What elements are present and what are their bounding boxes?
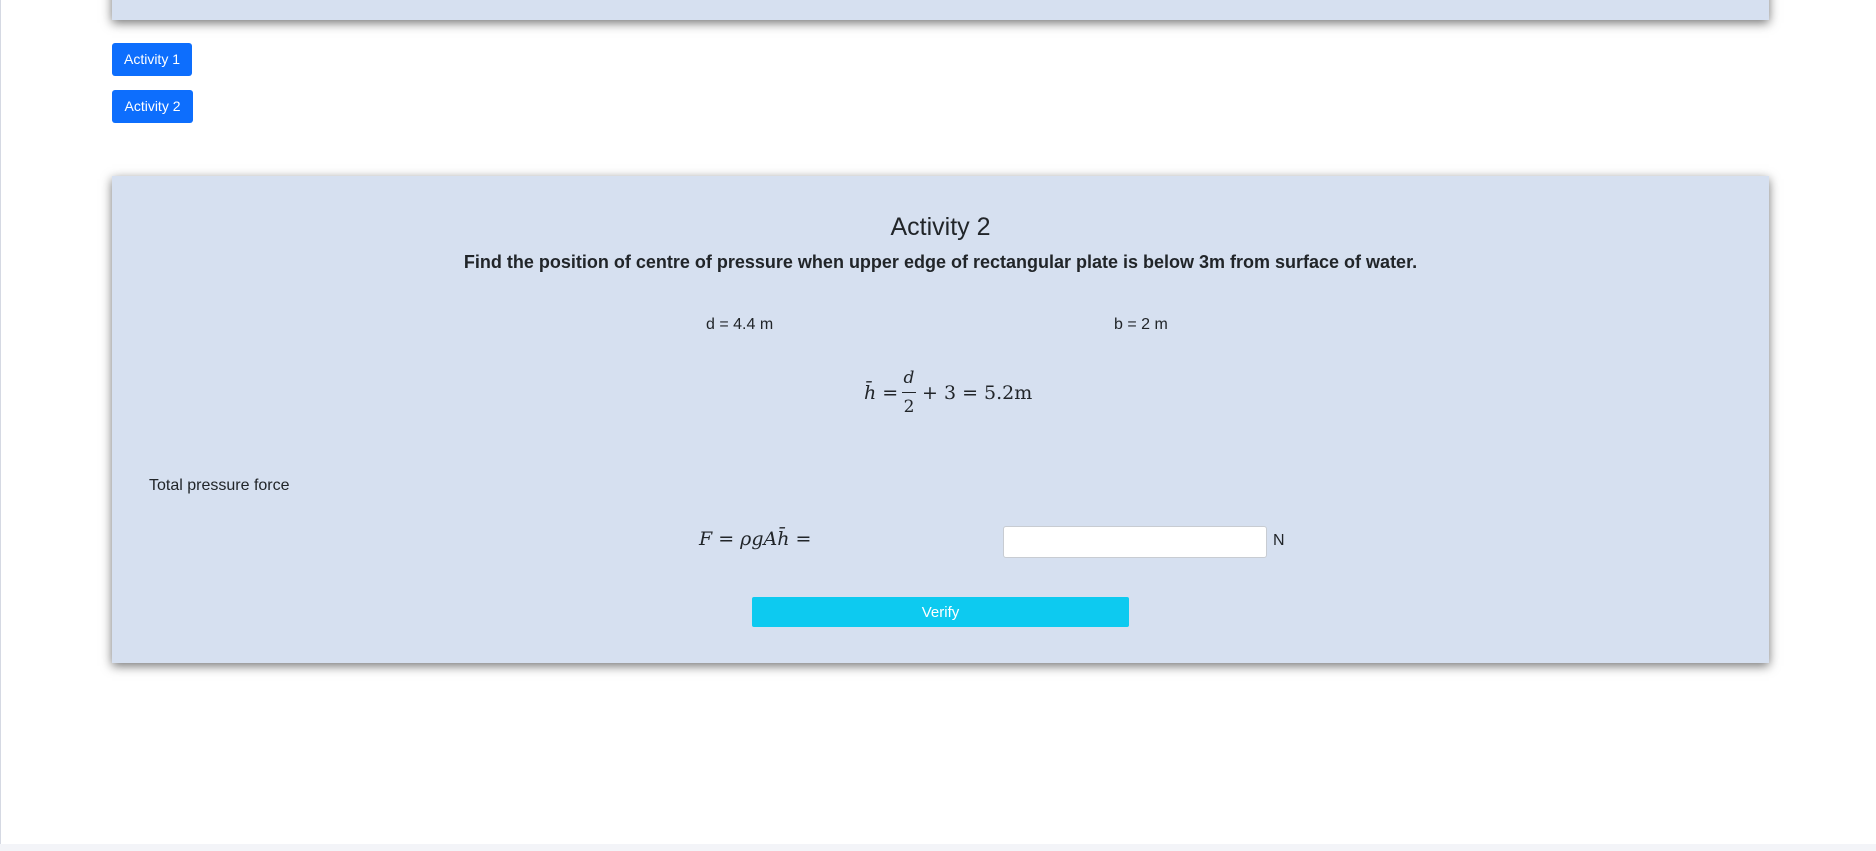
activity-title: Activity 2 bbox=[890, 213, 991, 241]
force-answer-input[interactable] bbox=[1003, 526, 1267, 558]
page-left-border bbox=[0, 0, 1, 851]
equation-lhs: h̄ = bbox=[864, 382, 899, 404]
force-unit: N bbox=[1273, 532, 1285, 549]
total-pressure-force-label: Total pressure force bbox=[149, 477, 290, 494]
fraction-bar bbox=[902, 392, 916, 393]
given-d: d = 4.4 m bbox=[706, 316, 774, 333]
given-b: b = 2 m bbox=[1114, 316, 1168, 333]
equation-fraction bbox=[902, 366, 916, 419]
activity-panel bbox=[112, 176, 1769, 663]
equation-rhs: + 3 = 5.2m bbox=[922, 382, 1033, 404]
fraction-numerator: d bbox=[903, 368, 915, 388]
activity-1-button[interactable]: Activity 1 bbox=[112, 43, 192, 76]
activity-2-button[interactable]: Activity 2 bbox=[112, 90, 193, 123]
verify-button[interactable]: Verify bbox=[752, 597, 1129, 627]
fraction-denominator: 2 bbox=[903, 397, 915, 417]
force-equation: F = ρgAh̄ = bbox=[699, 528, 812, 550]
question-text: Find the position of centre of pressure when upper edge of rectangular plate is below 3m from surface of water. bbox=[463, 252, 1418, 272]
page-bottom-strip bbox=[0, 844, 1876, 851]
previous-activity-panel bbox=[112, 0, 1769, 20]
